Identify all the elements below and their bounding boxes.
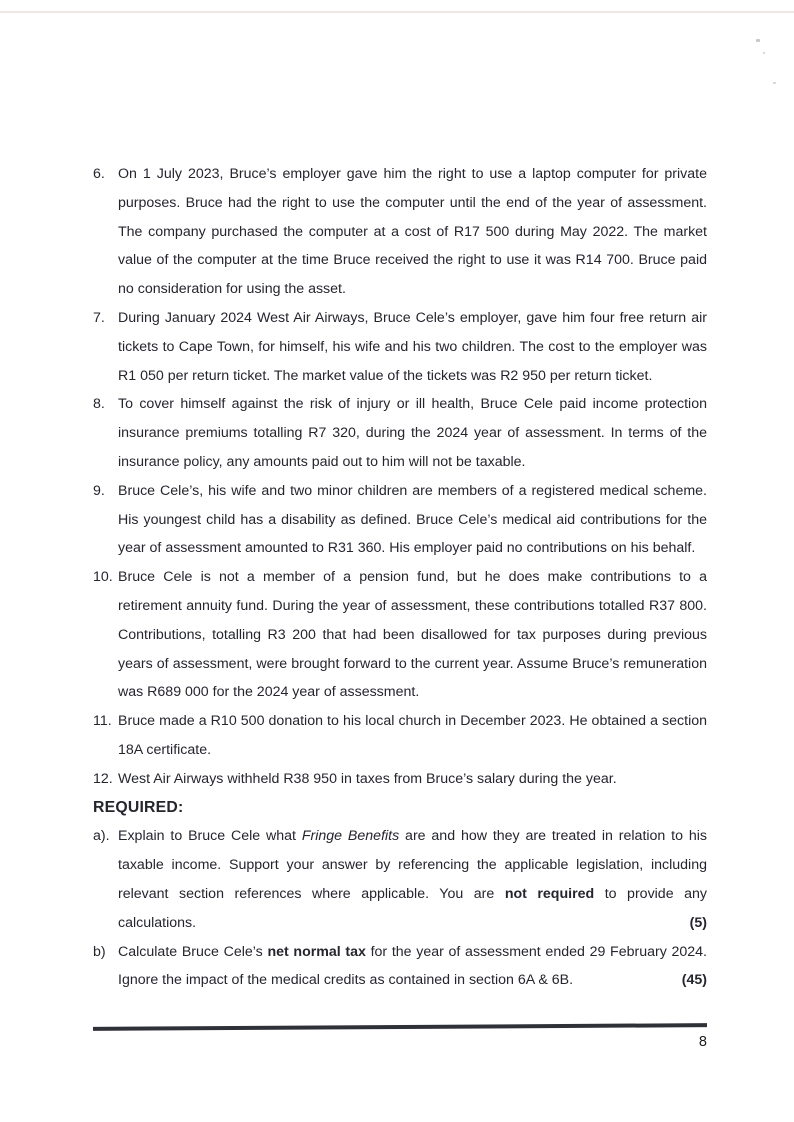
scan-artifact [773,82,776,84]
item-number: 7. [93,309,105,326]
list-item-8 [93,390,707,476]
scan-artifact [756,39,760,42]
task-label: a). [93,828,110,845]
list-item-9 [93,477,707,563]
required-heading: REQUIRED: [93,798,184,816]
item-text: West Air Airways withheld R38 950 in taxes from Bruce’s salary during the year. [118,770,617,787]
marks-badge: (45) [681,972,707,989]
item-number: 6. [93,166,105,182]
item-text: During January 2024 West Air Airways, Bruce Cele’s employer, gave him four free return air tickets to Cape Town, for himself, his wife and his two children. The cost to the employer was R1 050 per return ticket. The market value of the tickets was R2 950 per return ticket. [118,309,707,384]
item-text: Bruce Cele’s, his wife and two minor children are members of a registered medical scheme. His youngest child has a disability as defined. Bruce Cele’s medical aid contributions for the year of assessment amounted to R31 360. His employer paid no contributions on his behalf. [118,482,707,557]
list-item-10 [93,563,707,707]
task-text: Calculate Bruce Cele’s [118,943,268,960]
task-text: to provide any calculations. [118,885,707,931]
task-text-italic: Fringe Benefits [301,828,400,845]
item-number: 9. [93,482,105,499]
page-number: 8 [698,1034,707,1050]
task-label: b) [93,943,106,960]
item-number: 11. [93,713,112,730]
list-item-7 [93,304,707,390]
task-text-bold: net normal tax [267,943,366,960]
item-number: 10. [93,569,113,586]
marks-badge: (5) [689,914,707,931]
item-text: To cover himself against the risk of injury or ill health, Bruce Cele paid income protection insurance premiums totalling R7 320, during the 2024 year of assessment. In terms of the insurance policy, any amounts paid out to him will not be taxable. [118,396,707,470]
task-a [93,822,707,937]
item-text: Bruce Cele is not a member of a pension fund, but he does make contributions to a retirement annuity fund. During the year of assessment, these contributions totalled R37 800. Contributions, totalling R3 200 that had been disallowed for tax purposes during previous years of assessment, were brought forward to the current year. Assume Bruce’s remuneration was R689 000 for the 2024 year of assessment. [118,569,707,701]
task-text: Explain to Bruce Cele what [118,828,302,845]
item-number: 12. [93,770,113,787]
list-item-12 [93,765,707,794]
task-text: are and how they are treated in relation to his taxable income. Support your answer by referencing the applicable legislation, including relevant section references where applicable. You are [118,828,707,902]
list-item-6 [93,160,707,304]
task-text: for the year of assessment ended 29 February 2024. Ignore the impact of the medical credits as contained in section 6A & 6B. [118,943,707,989]
item-text: Bruce made a R10 500 donation to his local church in December 2023. He obtained a section 18A certificate. [118,713,707,758]
item-text: On 1 July 2023, Bruce’s employer gave him the right to use a laptop computer for private purposes. Bruce had the right to use the computer until the end of the year of assessment. The company purchased the computer at a cost of R17 500 during May 2022. The market value of the computer at the time Bruce received the right to use it was R14 700. Bruce paid no consideration for using the asset. [118,166,707,298]
footer-rule [93,1023,707,1030]
list-item-11 [93,707,707,765]
scan-artifact-line [0,11,794,13]
task-text-bold: not required [504,885,595,902]
task-b [93,938,707,996]
scan-artifact [763,52,765,54]
page-content [93,160,707,995]
item-number: 8. [93,396,105,413]
